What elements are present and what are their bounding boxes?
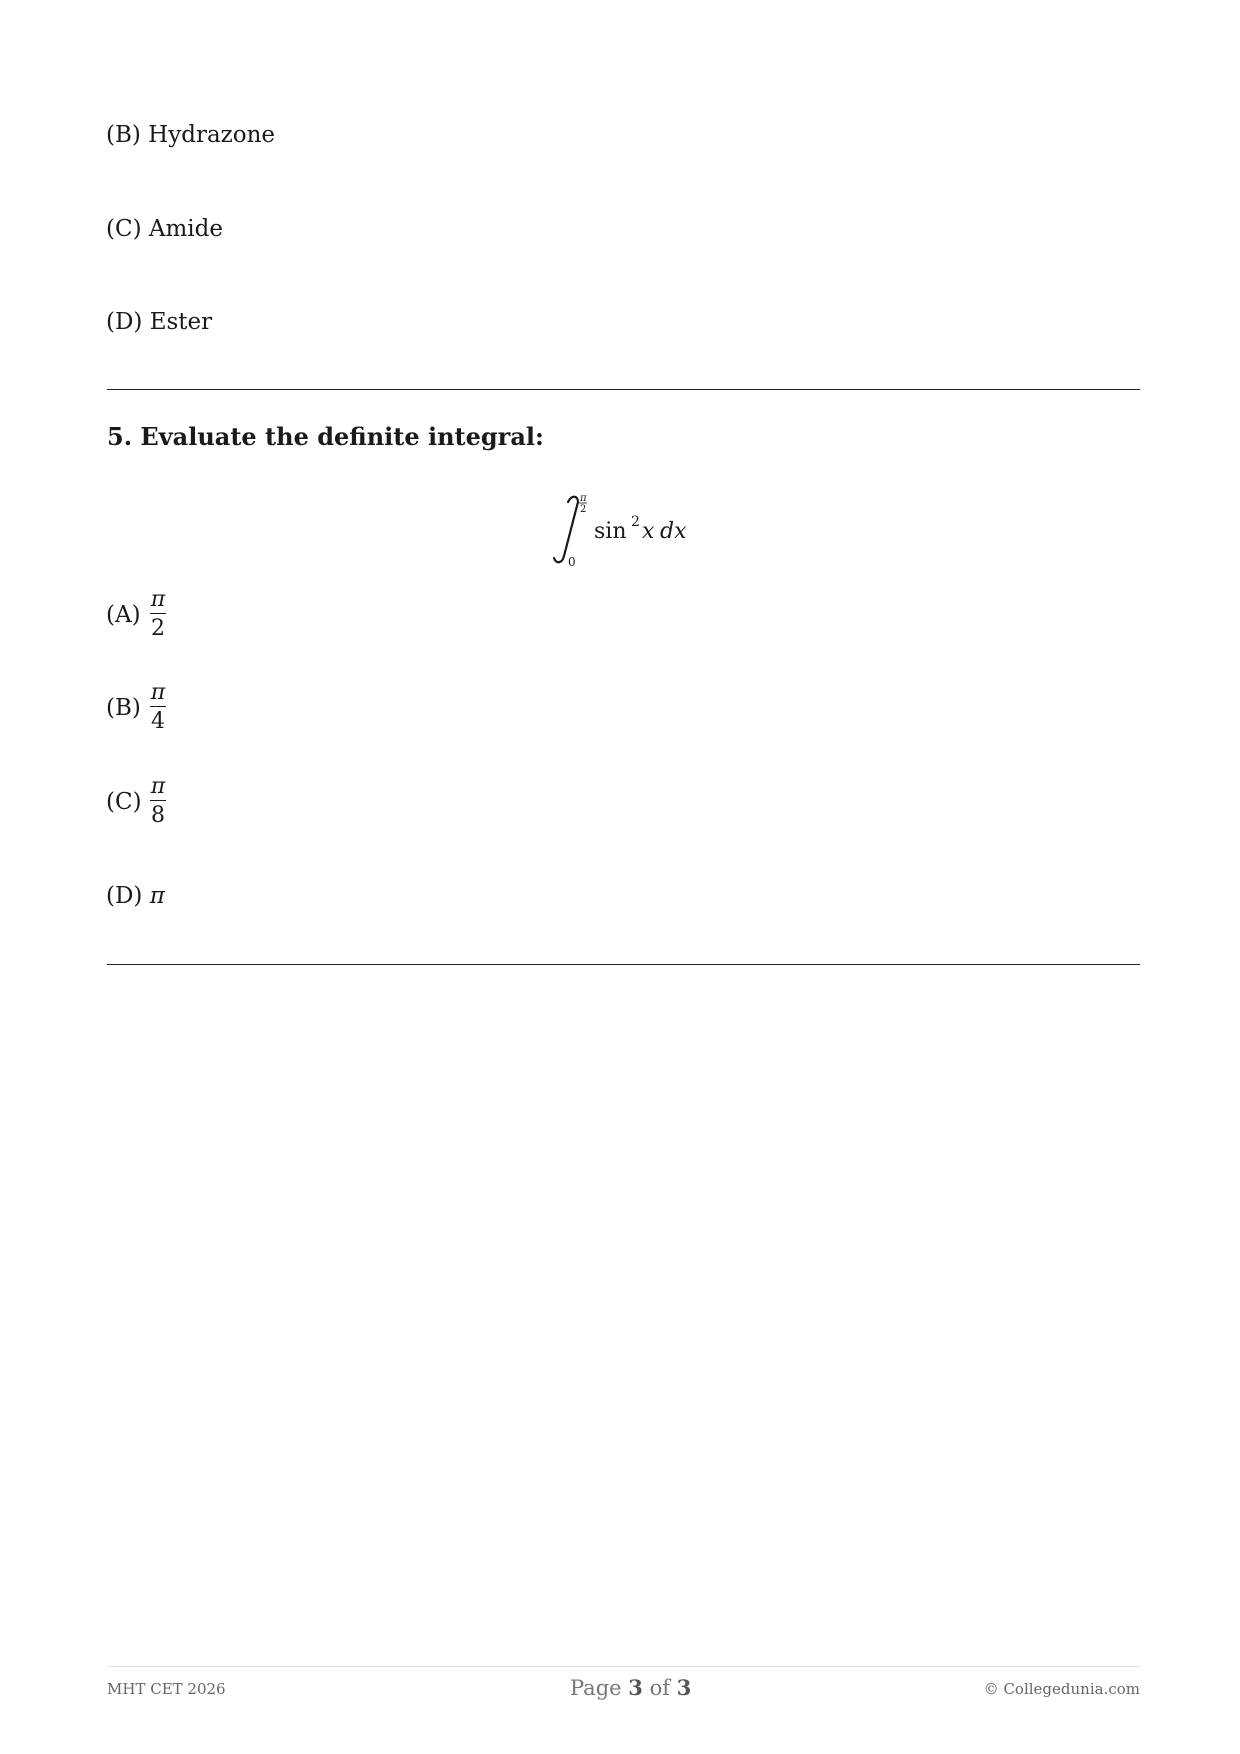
option-a: [106, 604, 141, 627]
fraction-numerator: π: [150, 774, 166, 799]
fraction-numerator: π: [150, 680, 166, 705]
integral-expression: [548, 492, 708, 572]
fraction-bar: [150, 706, 166, 707]
question-number: 5.: [107, 422, 133, 451]
footer-copyright: © Collegedunia.com: [983, 1680, 1140, 1698]
footer-exam-name: MHT CET 2026: [107, 1680, 226, 1698]
option-label: (B): [106, 695, 141, 721]
integrand-variable: x: [642, 519, 655, 544]
integral-sign: [554, 497, 578, 563]
option-text: Amide: [148, 216, 223, 242]
fraction-denominator: 2: [151, 616, 165, 641]
option-label: (D): [106, 309, 143, 335]
option-label: (B): [106, 122, 141, 148]
option-c-amide: [106, 218, 223, 241]
option-b: [106, 697, 141, 720]
option-d: [106, 885, 165, 908]
fraction-numerator: π: [150, 587, 166, 612]
divider: [107, 389, 1140, 390]
option-b-hydrazone: [106, 124, 275, 147]
fraction-bar: [150, 613, 166, 614]
fraction-denominator: 8: [151, 803, 165, 828]
fraction-denominator: 4: [151, 709, 165, 734]
divider: [107, 964, 1140, 965]
page-word: Page: [570, 1676, 622, 1700]
question-title: [107, 422, 544, 451]
upper-limit-numerator: π: [580, 493, 587, 504]
page-indicator: [570, 1675, 692, 1700]
footer-divider: [107, 1666, 1140, 1667]
integrand-differential: dx: [660, 519, 687, 544]
option-text: Ester: [149, 309, 213, 335]
integrand-function: sin: [594, 519, 627, 544]
page-current: 3: [628, 1675, 643, 1700]
option-label: (D): [106, 883, 143, 909]
page-of: of: [649, 1676, 670, 1700]
integrand-power: 2: [631, 514, 640, 530]
fraction-bar: [150, 800, 166, 801]
upper-limit-denominator: 2: [580, 504, 587, 515]
option-value: π: [149, 883, 165, 909]
option-d-ester: [106, 311, 212, 334]
option-label: (C): [106, 789, 142, 815]
question-text: Evaluate the definite integral:: [140, 422, 544, 451]
option-label: (C): [106, 216, 142, 242]
option-label: (A): [106, 602, 141, 628]
option-c: [106, 791, 142, 814]
lower-limit: 0: [568, 555, 576, 569]
page-total: 3: [676, 1675, 692, 1700]
option-text: Hydrazone: [148, 122, 276, 148]
